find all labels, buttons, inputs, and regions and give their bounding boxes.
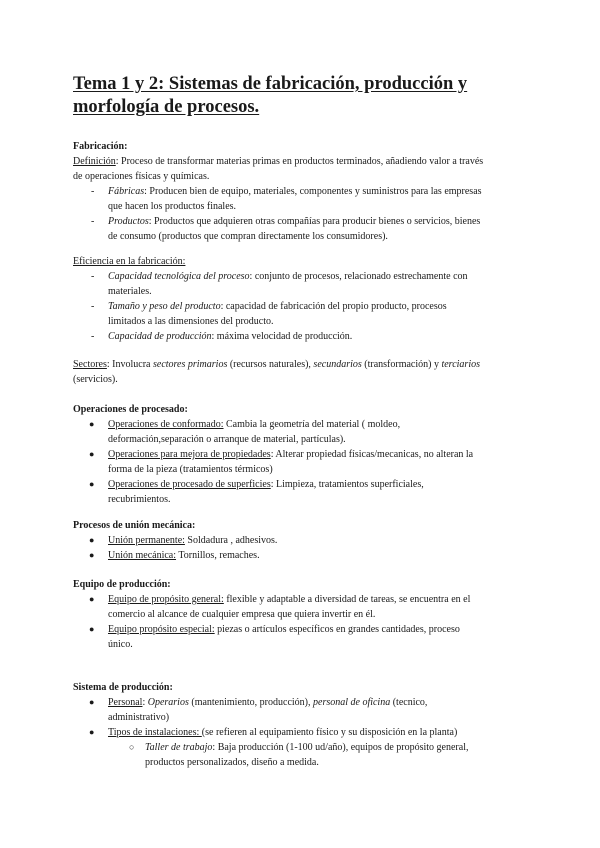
dash-marker: - (91, 216, 95, 227)
item-text-cont: administrativo) (108, 712, 170, 723)
list-item (73, 533, 523, 548)
section-operaciones (73, 402, 523, 507)
bullet-marker: ● (89, 594, 95, 604)
dash-marker: - (91, 186, 95, 197)
item-label: Taller de trabajo (145, 742, 213, 753)
item-label: Productos (108, 216, 149, 227)
bullet-marker: ● (89, 419, 95, 429)
item-text-cont: único. (108, 639, 133, 650)
definition-label: Definición (73, 156, 116, 167)
item-text-cont: de consumo (productos que compran directamente los consumidores). (108, 231, 388, 242)
sectores-text: : Involucra (106, 359, 153, 370)
item-label: Fábricas (108, 186, 145, 197)
dash-marker: - (91, 301, 95, 312)
item-term: Operarios (147, 697, 189, 708)
item-text-cont: productos personalizados, diseño a medida. (145, 757, 319, 768)
list-item (73, 299, 523, 329)
item-text-cont: recubrimientos. (108, 494, 171, 505)
item-term: personal de oficina (313, 697, 391, 708)
item-text: : Alterar propiedad físicas/mecanicas, no alteran la (270, 449, 474, 460)
definition-text-cont: de operaciones físicas y químicas. (73, 171, 210, 182)
section-eficiencia (73, 254, 523, 344)
list-item (73, 477, 523, 507)
list-item (73, 269, 523, 299)
operaciones-heading: Operaciones de procesado: (73, 404, 188, 415)
item-label: Unión permanente: (108, 535, 185, 546)
item-text: Cambia la geometría del material ( moldeo, (223, 419, 401, 430)
bullet-marker: ● (89, 535, 95, 545)
equipo-heading: Equipo de producción: (73, 579, 171, 590)
bullet-marker: ● (89, 697, 95, 707)
item-text: (mantenimiento, producción), (188, 697, 313, 708)
item-text: : Productos que adquieren otras compañías para producir bienes o servicios, bienes (148, 216, 481, 227)
item-text: Soldadura , adhesivos. (184, 535, 278, 546)
item-label: Tamaño y peso del producto (108, 301, 221, 312)
item-text-cont: que hacen los productos finales. (108, 201, 237, 212)
sectores-label: Sectores (73, 359, 107, 370)
list-item (73, 695, 523, 725)
item-text-cont: comercio al alcance de cualquier empresa que quiera invertir en él. (108, 609, 376, 620)
sectores-text: (recursos naturales), (227, 359, 314, 370)
item-text: : capacidad de fabricación del propio producto, procesos (220, 301, 447, 312)
item-text-cont: materiales. (108, 286, 152, 297)
definition-text: : Proceso de transformar materias primas en productos terminados, añadiendo valor a través (115, 156, 484, 167)
bullet-marker: ● (89, 624, 95, 634)
eficiencia-heading: Eficiencia en la fabricación: (73, 256, 186, 267)
list-item (73, 447, 523, 477)
circle-marker: ○ (129, 742, 135, 752)
sistema-heading: Sistema de producción: (73, 682, 173, 693)
section-sistema (73, 680, 523, 770)
item-label: Capacidad tecnológica del proceso (108, 271, 250, 282)
item-label: Operaciones de conformado: (108, 419, 224, 430)
sectores-text: (transformación) y (361, 359, 442, 370)
list-item (73, 184, 523, 214)
item-text: : Limpieza, tratamientos superficiales, (270, 479, 424, 490)
item-label: Equipo propósito especial: (108, 624, 215, 635)
item-text-cont: limitados a las dimensiones del producto. (108, 316, 274, 327)
bullet-marker: ● (89, 727, 95, 737)
section-union (73, 518, 523, 563)
list-item (73, 548, 523, 563)
item-text: (se refieren al equipamiento físico y su disposición en la planta) (201, 727, 458, 738)
item-text: Tornillos, remaches. (176, 550, 260, 561)
item-label: Equipo de propósito general: (108, 594, 224, 605)
union-heading: Procesos de unión mecánica: (73, 520, 196, 531)
item-label: Capacidad de producción (108, 331, 212, 342)
item-text: flexible y adaptable a diversidad de tareas, se encuentra en el (223, 594, 471, 605)
item-label: Tipos de instalaciones: (108, 727, 202, 738)
item-label: Personal (108, 697, 143, 708)
fabricacion-definition (73, 154, 523, 169)
list-item (73, 329, 523, 344)
item-text: (tecnico, (390, 697, 428, 708)
sectores-term: sectores primarios (152, 359, 228, 370)
item-text: : Baja producción (1-100 ud/año), equipos de propósito general, (212, 742, 469, 753)
page-title: Tema 1 y 2: Sistemas de fabricación, producción y morfología de procesos. (73, 74, 468, 117)
list-item (73, 592, 523, 622)
item-text-cont: deformación,separación o arranque de material, partículas). (108, 434, 346, 445)
bullet-marker: ● (89, 479, 95, 489)
sectores-term: terciarios (441, 359, 480, 370)
section-equipo (73, 577, 523, 652)
sectores-term: secundarios (313, 359, 362, 370)
item-text: : (142, 697, 148, 708)
sub-list-item (73, 740, 523, 770)
list-item (73, 725, 523, 740)
item-text-cont: forma de la pieza (tratamientos térmicos) (108, 464, 273, 475)
list-item (73, 417, 523, 447)
section-fabricacion (73, 139, 523, 244)
item-text: piezas o artículos específicos en grandes cantidades, proceso (214, 624, 460, 635)
bullet-marker: ● (89, 550, 95, 560)
sectores-text-cont: (servicios). (73, 374, 118, 385)
item-text: : máxima velocidad de producción. (211, 331, 353, 342)
dash-marker: - (91, 271, 95, 282)
list-item (73, 622, 523, 652)
section-sectores (73, 357, 523, 387)
dash-marker: - (91, 331, 95, 342)
item-text: : Producen bien de equipo, materiales, componentes y suministros para las empresas (144, 186, 482, 197)
item-label: Operaciones para mejora de propiedades (108, 449, 271, 460)
item-label: Operaciones de procesado de superficies (108, 479, 271, 490)
item-text: : conjunto de procesos, relacionado estrechamente con (249, 271, 468, 282)
list-item (73, 214, 523, 244)
bullet-marker: ● (89, 449, 95, 459)
fabricacion-heading: Fabricación: (73, 141, 128, 152)
item-label: Unión mecánica: (108, 550, 177, 561)
